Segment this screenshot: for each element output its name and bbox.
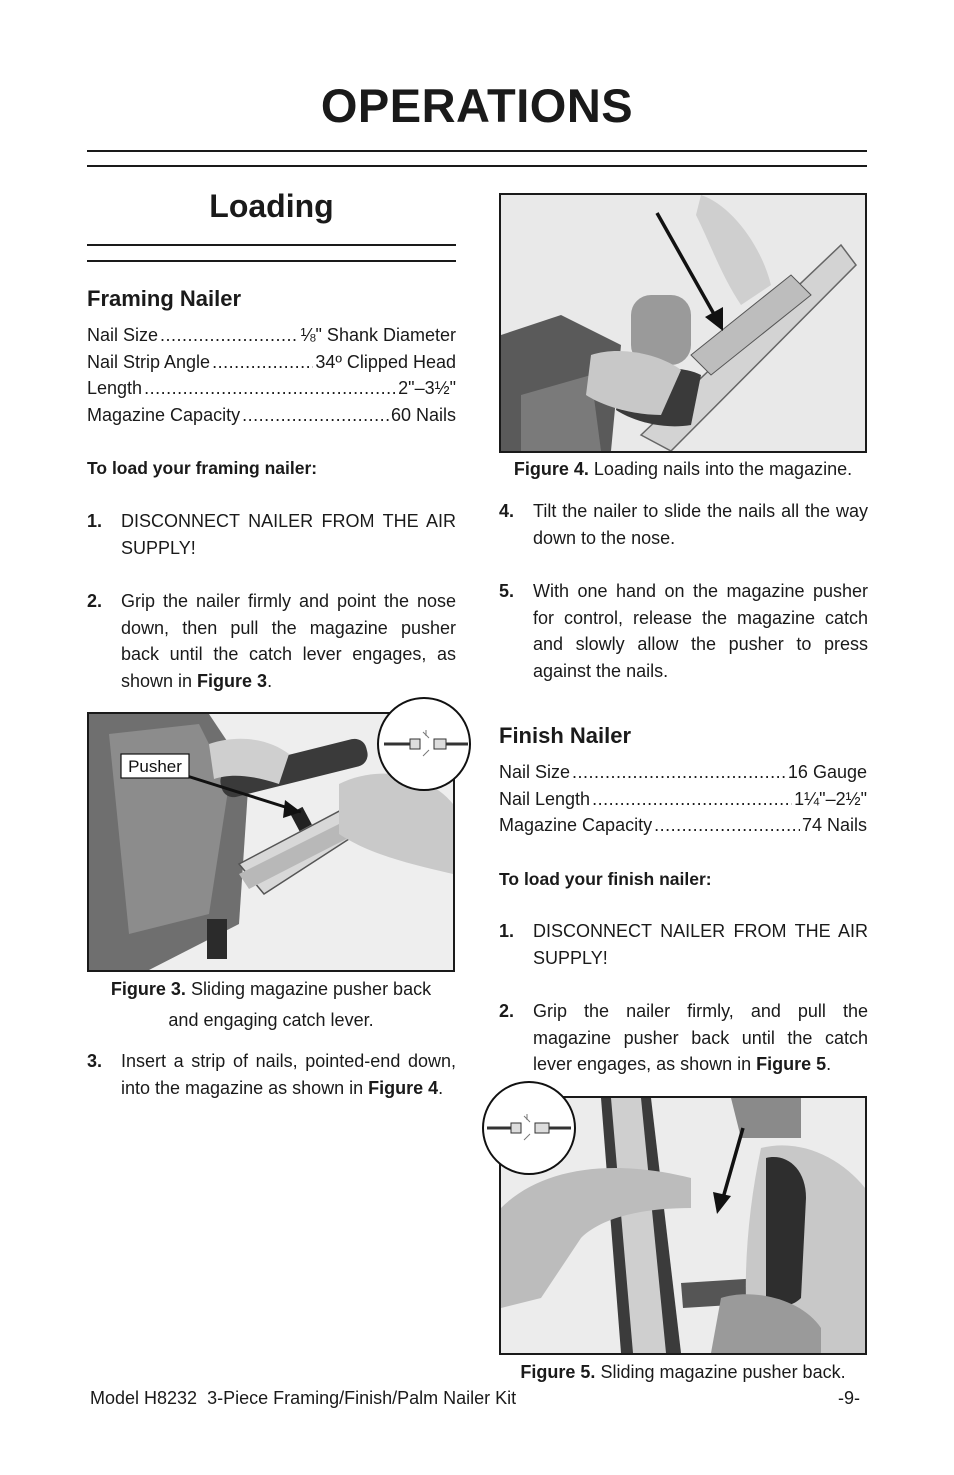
caption-text: Sliding magazine pusher back. xyxy=(600,1362,846,1382)
figure-ref: Figure 4 xyxy=(368,1077,439,1098)
step-text: Tilt the nailer to slide the nails all the way down to the nose. xyxy=(533,501,868,548)
framing-nailer-heading: Framing Nailer xyxy=(87,286,242,311)
step-number: 3. xyxy=(87,1051,103,1071)
step-number: 1. xyxy=(87,511,103,531)
spec-label: Magazine Capacity xyxy=(499,815,653,835)
caption-line xyxy=(87,974,455,1005)
step-text-end: . xyxy=(826,1054,832,1074)
page-title: OPERATIONS xyxy=(320,79,634,132)
spec-label: Nail Size xyxy=(87,325,159,345)
step-text-body: Insert a strip of nails, pointed-end down, into the magazine as shown in xyxy=(121,1051,456,1098)
leader-dots xyxy=(592,786,792,812)
figure-label: Figure 3. xyxy=(110,979,186,999)
framing-step-2 xyxy=(87,588,456,694)
spec-value: 34º Clipped Head xyxy=(315,352,456,372)
finish-step-1 xyxy=(499,918,868,971)
caption-text: Sliding magazine pusher back xyxy=(190,979,432,999)
spec-label: Magazine Capacity xyxy=(87,405,241,425)
finish-spec-nail-size xyxy=(499,759,867,785)
step-text xyxy=(121,1048,456,1101)
figure-4-caption xyxy=(499,454,867,485)
section-rule-top xyxy=(87,244,456,246)
spec-value: 2"–3½" xyxy=(398,378,456,398)
step-text-end: . xyxy=(438,1077,444,1098)
finish-nailer-heading: Finish Nailer xyxy=(499,723,632,748)
step-text-end: . xyxy=(267,670,273,691)
leader-dots xyxy=(144,375,396,401)
step-text xyxy=(121,588,456,694)
footer-model: Model H8232 3-Piece Framing/Finish/Palm Nailer Kit xyxy=(90,1388,517,1408)
step-text: DISCONNECT NAILER FROM THE AIR SUPPLY! xyxy=(533,921,868,968)
caption-text: Loading nails into the magazine. xyxy=(593,459,853,479)
step-number: 1. xyxy=(499,921,515,941)
finish-spec-capacity xyxy=(499,812,867,838)
air-disconnect-inset-icon xyxy=(481,1080,577,1176)
framing-lead: To load your framing nailer: xyxy=(87,458,318,478)
step-number: 5. xyxy=(499,581,515,601)
leader-dots xyxy=(212,349,313,375)
header-rule-bottom xyxy=(87,165,867,167)
step-text: With one hand on the magazine pusher for control, release the magazine catch and slowly allow the pusher to press against the nails. xyxy=(533,581,868,681)
figure-4-image xyxy=(499,193,867,453)
spec-label: Length xyxy=(87,378,143,398)
step-text-body: Grip the nailer firmly, and pull the magazine pusher back until the catch lever engages, as shown in xyxy=(533,1001,868,1074)
framing-step-1 xyxy=(87,508,456,561)
pusher-callout: Pusher xyxy=(128,757,182,776)
figure-ref: Figure 5 xyxy=(756,1054,827,1074)
air-disconnect-inset-icon xyxy=(376,696,472,792)
framing-spec-nail-size xyxy=(87,322,456,348)
spec-label: Nail Size xyxy=(499,762,571,782)
leader-dots xyxy=(572,759,786,785)
framing-spec-capacity xyxy=(87,402,456,428)
step-number: 2. xyxy=(499,1001,515,1021)
spec-value: 16 Gauge xyxy=(787,762,867,782)
framing-step-4 xyxy=(499,498,868,551)
spec-label: Nail Length xyxy=(499,789,591,809)
step-text-body: Grip the nailer firmly and point the nose down, then pull the magazine pusher back until the catch lever engages, as shown in xyxy=(121,591,456,691)
section-title: Loading xyxy=(209,188,334,224)
spec-value: 74 Nails xyxy=(801,815,867,835)
finish-lead: To load your finish nailer: xyxy=(499,869,712,889)
section-rule-bottom xyxy=(87,260,456,262)
spec-value: 60 Nails xyxy=(390,405,456,425)
footer-page-number: -9- xyxy=(838,1388,860,1408)
spec-label: Nail Strip Angle xyxy=(87,352,211,372)
figure-3-caption xyxy=(87,974,455,1036)
framing-step-3 xyxy=(87,1048,456,1101)
leader-dots xyxy=(654,812,800,838)
header-rule-top xyxy=(87,150,867,152)
step-text: DISCONNECT NAILER FROM THE AIR SUPPLY! xyxy=(121,511,456,558)
loading-nails-illustration xyxy=(501,195,865,451)
framing-spec-length xyxy=(87,375,456,401)
step-number: 4. xyxy=(499,501,515,521)
spec-value: ⅛" Shank Diameter xyxy=(300,325,456,345)
framing-step-5 xyxy=(499,578,868,684)
figure-ref: Figure 3 xyxy=(197,670,268,691)
finish-spec-nail-length xyxy=(499,786,867,812)
figure-label: Figure 5. xyxy=(520,1362,596,1382)
leader-dots xyxy=(160,322,299,348)
step-number: 2. xyxy=(87,591,103,611)
finish-step-2 xyxy=(499,998,868,1078)
leader-dots xyxy=(242,402,389,428)
framing-spec-strip-angle xyxy=(87,349,456,375)
step-text xyxy=(533,998,868,1078)
figure-5-caption xyxy=(499,1357,867,1388)
figure-label: Figure 4. xyxy=(513,459,589,479)
spec-value: 1¼"–2½" xyxy=(794,789,867,809)
caption-line: and engaging catch lever. xyxy=(168,1010,374,1030)
